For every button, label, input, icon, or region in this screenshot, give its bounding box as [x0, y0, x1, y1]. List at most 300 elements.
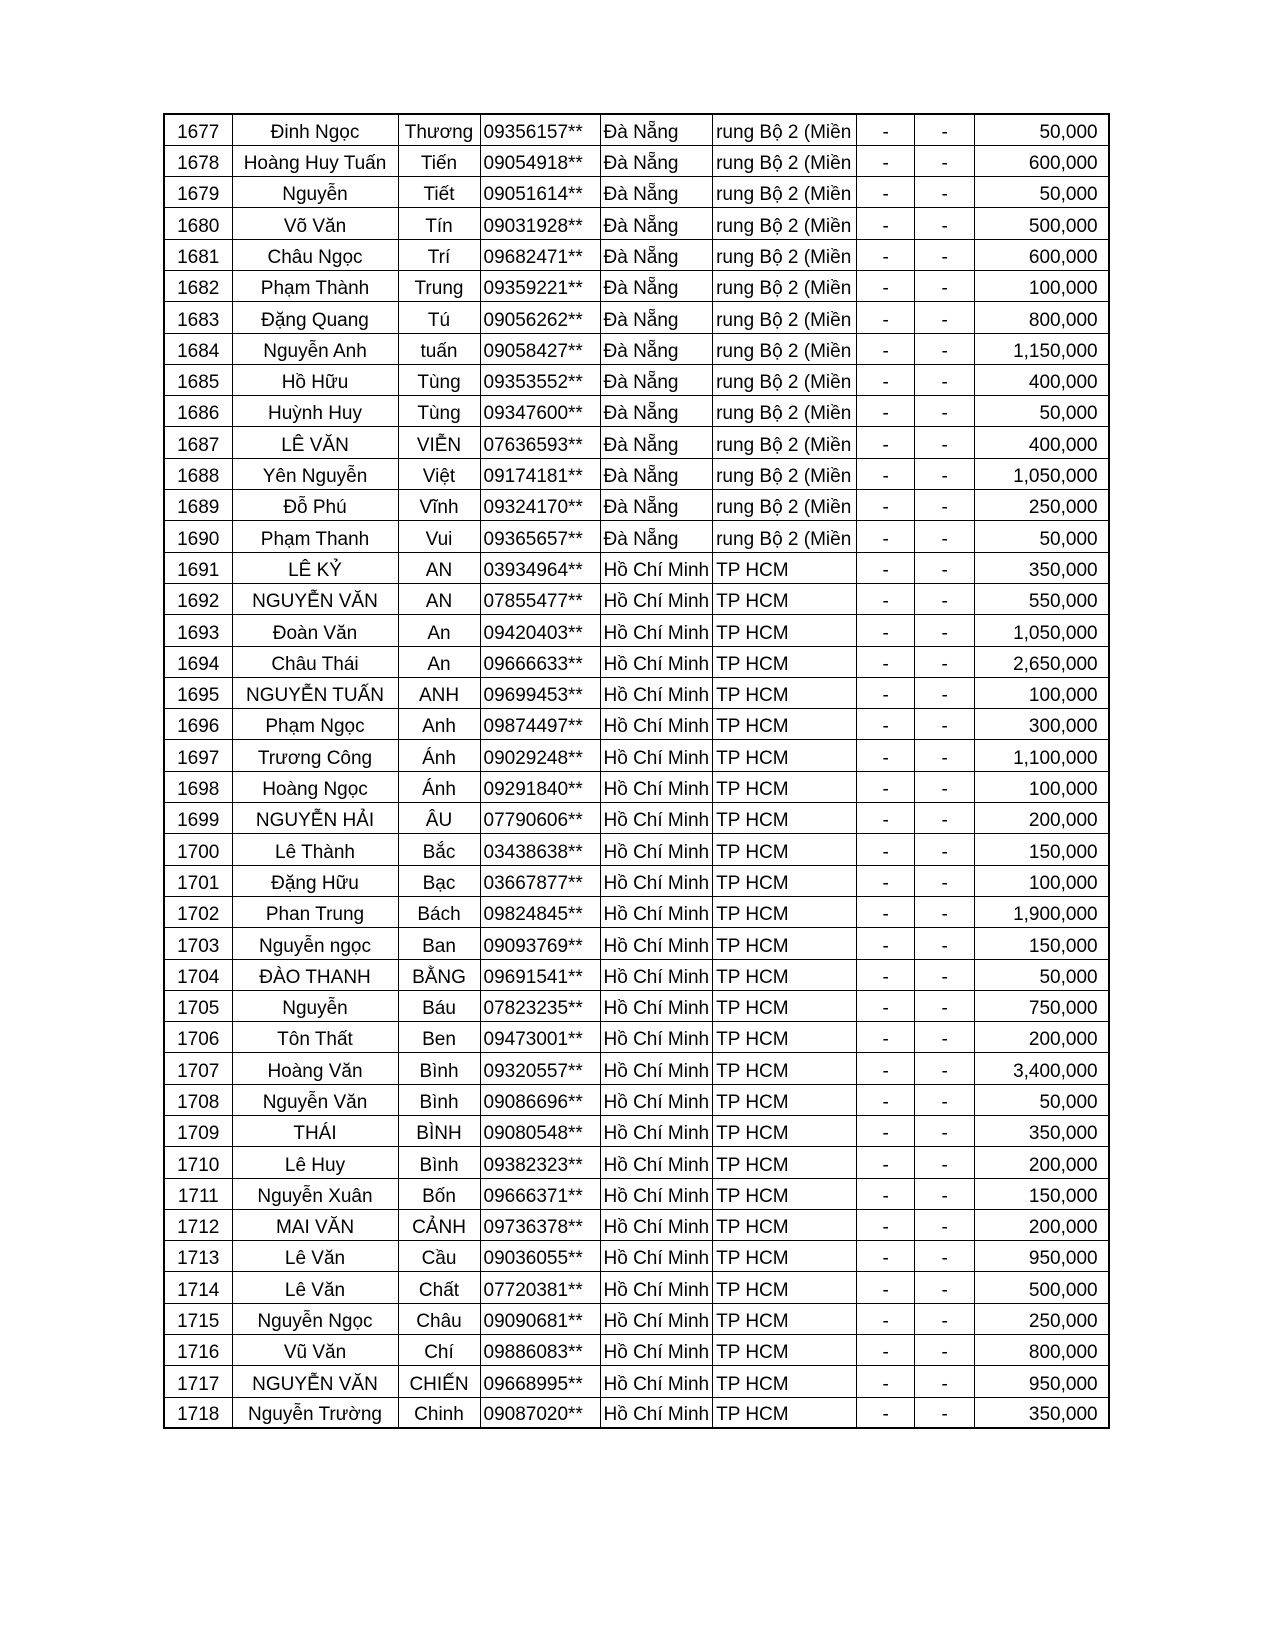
cell-city: Hồ Chí Minh	[600, 1303, 713, 1334]
cell-row-number: 1703	[164, 928, 232, 959]
table-row	[164, 583, 1109, 614]
cell-amount: 1,050,000	[975, 458, 1109, 489]
table-row	[164, 1241, 1109, 1272]
cell-phone: 09824845**	[480, 896, 600, 927]
cell-col-h: -	[915, 677, 975, 708]
cell-col-h: -	[915, 1335, 975, 1366]
cell-row-number: 1704	[164, 959, 232, 990]
cell-col-g: -	[857, 427, 915, 458]
cell-first-name: Ánh	[398, 740, 480, 771]
cell-phone: 09382323**	[480, 1147, 600, 1178]
cell-given-name: Phạm Ngọc	[232, 709, 398, 740]
table-row	[164, 490, 1109, 521]
cell-phone: 03438638**	[480, 834, 600, 865]
cell-amount: 50,000	[975, 177, 1109, 208]
cell-first-name: Bình	[398, 1084, 480, 1115]
cell-city: Hồ Chí Minh	[600, 1366, 713, 1397]
table-row	[164, 1272, 1109, 1303]
table-row	[164, 740, 1109, 771]
cell-row-number: 1682	[164, 270, 232, 301]
cell-first-name: Bình	[398, 1147, 480, 1178]
cell-amount: 200,000	[975, 1147, 1109, 1178]
table-row	[164, 333, 1109, 364]
cell-region: TP HCM	[713, 1053, 857, 1084]
table-row	[164, 1303, 1109, 1334]
cell-amount: 350,000	[975, 1397, 1109, 1428]
cell-col-h: -	[915, 145, 975, 176]
cell-row-number: 1679	[164, 177, 232, 208]
cell-col-h: -	[915, 1022, 975, 1053]
cell-col-g: -	[857, 1241, 915, 1272]
cell-col-h: -	[915, 959, 975, 990]
cell-row-number: 1681	[164, 239, 232, 270]
cell-given-name: THÁI	[232, 1116, 398, 1147]
table-row	[164, 709, 1109, 740]
cell-city: Hồ Chí Minh	[600, 709, 713, 740]
cell-region: rung Bộ 2 (Miền	[713, 521, 857, 552]
cell-first-name: tuấn	[398, 333, 480, 364]
cell-region: TP HCM	[713, 1209, 857, 1240]
cell-row-number: 1686	[164, 396, 232, 427]
cell-phone: 09093769**	[480, 928, 600, 959]
cell-col-h: -	[915, 333, 975, 364]
cell-col-h: -	[915, 1272, 975, 1303]
cell-col-h: -	[915, 771, 975, 802]
cell-amount: 150,000	[975, 834, 1109, 865]
table-row	[164, 208, 1109, 239]
cell-region: TP HCM	[713, 646, 857, 677]
cell-col-g: -	[857, 959, 915, 990]
cell-phone: 09356157**	[480, 114, 600, 145]
cell-region: TP HCM	[713, 583, 857, 614]
cell-city: Hồ Chí Minh	[600, 677, 713, 708]
cell-row-number: 1697	[164, 740, 232, 771]
cell-col-g: -	[857, 145, 915, 176]
cell-row-number: 1705	[164, 990, 232, 1021]
cell-row-number: 1680	[164, 208, 232, 239]
cell-col-h: -	[915, 1178, 975, 1209]
table-row	[164, 114, 1109, 145]
cell-row-number: 1685	[164, 364, 232, 395]
cell-col-h: -	[915, 896, 975, 927]
cell-region: TP HCM	[713, 1116, 857, 1147]
cell-col-h: -	[915, 1366, 975, 1397]
table-row	[164, 396, 1109, 427]
cell-col-g: -	[857, 333, 915, 364]
cell-amount: 100,000	[975, 771, 1109, 802]
cell-amount: 1,150,000	[975, 333, 1109, 364]
cell-given-name: Đoàn Văn	[232, 615, 398, 646]
cell-city: Hồ Chí Minh	[600, 771, 713, 802]
table-row	[164, 1022, 1109, 1053]
table-row	[164, 427, 1109, 458]
cell-first-name: CẢNH	[398, 1209, 480, 1240]
cell-first-name: AN	[398, 552, 480, 583]
cell-phone: 09691541**	[480, 959, 600, 990]
cell-col-g: -	[857, 615, 915, 646]
cell-first-name: Tiết	[398, 177, 480, 208]
cell-city: Đà Nẵng	[600, 458, 713, 489]
cell-first-name: Bách	[398, 896, 480, 927]
cell-city: Hồ Chí Minh	[600, 1209, 713, 1240]
cell-first-name: Trung	[398, 270, 480, 301]
cell-city: Hồ Chí Minh	[600, 928, 713, 959]
table-row	[164, 865, 1109, 896]
cell-col-g: -	[857, 1335, 915, 1366]
cell-given-name: Nguyễn Xuân	[232, 1178, 398, 1209]
cell-region: TP HCM	[713, 1084, 857, 1115]
table-row	[164, 1053, 1109, 1084]
cell-city: Hồ Chí Minh	[600, 552, 713, 583]
cell-given-name: Phan Trung	[232, 896, 398, 927]
cell-given-name: Đặng Hữu	[232, 865, 398, 896]
cell-amount: 600,000	[975, 145, 1109, 176]
cell-col-h: -	[915, 615, 975, 646]
cell-given-name: LÊ VĂN	[232, 427, 398, 458]
cell-first-name: Tùng	[398, 364, 480, 395]
cell-phone: 09174181**	[480, 458, 600, 489]
cell-row-number: 1688	[164, 458, 232, 489]
table-row	[164, 239, 1109, 270]
cell-given-name: Phạm Thanh	[232, 521, 398, 552]
cell-col-g: -	[857, 302, 915, 333]
cell-amount: 250,000	[975, 490, 1109, 521]
cell-city: Hồ Chí Minh	[600, 896, 713, 927]
cell-col-h: -	[915, 865, 975, 896]
cell-row-number: 1701	[164, 865, 232, 896]
cell-col-g: -	[857, 740, 915, 771]
cell-given-name: Hoàng Văn	[232, 1053, 398, 1084]
cell-col-h: -	[915, 646, 975, 677]
cell-col-g: -	[857, 709, 915, 740]
cell-col-h: -	[915, 803, 975, 834]
cell-col-g: -	[857, 1022, 915, 1053]
cell-city: Đà Nẵng	[600, 396, 713, 427]
cell-row-number: 1713	[164, 1241, 232, 1272]
cell-phone: 09058427**	[480, 333, 600, 364]
cell-phone: 07855477**	[480, 583, 600, 614]
cell-row-number: 1718	[164, 1397, 232, 1428]
cell-amount: 50,000	[975, 396, 1109, 427]
cell-city: Hồ Chí Minh	[600, 1178, 713, 1209]
cell-given-name: Nguyễn	[232, 990, 398, 1021]
cell-col-h: -	[915, 396, 975, 427]
cell-given-name: Nguyễn Ngọc	[232, 1303, 398, 1334]
cell-amount: 350,000	[975, 1116, 1109, 1147]
cell-given-name: Nguyễn Văn	[232, 1084, 398, 1115]
cell-city: Hồ Chí Minh	[600, 834, 713, 865]
cell-col-g: -	[857, 1116, 915, 1147]
cell-first-name: Thương	[398, 114, 480, 145]
cell-city: Đà Nẵng	[600, 145, 713, 176]
cell-city: Hồ Chí Minh	[600, 1241, 713, 1272]
cell-row-number: 1677	[164, 114, 232, 145]
cell-region: rung Bộ 2 (Miền	[713, 427, 857, 458]
cell-col-g: -	[857, 1366, 915, 1397]
cell-first-name: Chất	[398, 1272, 480, 1303]
cell-city: Hồ Chí Minh	[600, 646, 713, 677]
cell-first-name: Chinh	[398, 1397, 480, 1428]
cell-amount: 1,050,000	[975, 615, 1109, 646]
table-row	[164, 928, 1109, 959]
cell-phone: 09359221**	[480, 270, 600, 301]
cell-phone: 09347600**	[480, 396, 600, 427]
cell-amount: 1,900,000	[975, 896, 1109, 927]
cell-amount: 950,000	[975, 1241, 1109, 1272]
cell-amount: 250,000	[975, 1303, 1109, 1334]
cell-phone: 09051614**	[480, 177, 600, 208]
cell-phone: 09291840**	[480, 771, 600, 802]
cell-first-name: Bắc	[398, 834, 480, 865]
table-row	[164, 458, 1109, 489]
cell-given-name: Lê Huy	[232, 1147, 398, 1178]
table-row	[164, 771, 1109, 802]
cell-row-number: 1715	[164, 1303, 232, 1334]
cell-col-h: -	[915, 521, 975, 552]
cell-col-g: -	[857, 1209, 915, 1240]
table-row	[164, 364, 1109, 395]
cell-col-g: -	[857, 928, 915, 959]
cell-col-h: -	[915, 239, 975, 270]
table-row	[164, 615, 1109, 646]
cell-city: Hồ Chí Minh	[600, 990, 713, 1021]
cell-first-name: Cầu	[398, 1241, 480, 1272]
cell-col-h: -	[915, 552, 975, 583]
cell-region: rung Bộ 2 (Miền	[713, 145, 857, 176]
cell-region: TP HCM	[713, 1335, 857, 1366]
cell-region: rung Bộ 2 (Miền	[713, 490, 857, 521]
cell-col-h: -	[915, 458, 975, 489]
cell-col-g: -	[857, 1084, 915, 1115]
cell-first-name: Ben	[398, 1022, 480, 1053]
cell-region: rung Bộ 2 (Miền	[713, 458, 857, 489]
table-row	[164, 552, 1109, 583]
cell-amount: 500,000	[975, 208, 1109, 239]
cell-given-name: NGUYỄN TUẤN	[232, 677, 398, 708]
cell-city: Hồ Chí Minh	[600, 1116, 713, 1147]
cell-row-number: 1699	[164, 803, 232, 834]
cell-given-name: Yên Nguyễn	[232, 458, 398, 489]
cell-given-name: Đặng Quang	[232, 302, 398, 333]
cell-amount: 500,000	[975, 1272, 1109, 1303]
cell-phone: 07720381**	[480, 1272, 600, 1303]
cell-col-g: -	[857, 239, 915, 270]
cell-given-name: Phạm Thành	[232, 270, 398, 301]
cell-first-name: Bình	[398, 1053, 480, 1084]
cell-city: Đà Nẵng	[600, 333, 713, 364]
cell-col-h: -	[915, 990, 975, 1021]
cell-col-g: -	[857, 396, 915, 427]
cell-first-name: AN	[398, 583, 480, 614]
cell-region: TP HCM	[713, 1397, 857, 1428]
table-row	[164, 1397, 1109, 1428]
cell-amount: 50,000	[975, 959, 1109, 990]
cell-first-name: Tùng	[398, 396, 480, 427]
cell-city: Đà Nẵng	[600, 364, 713, 395]
cell-city: Hồ Chí Minh	[600, 959, 713, 990]
cell-row-number: 1700	[164, 834, 232, 865]
cell-city: Đà Nẵng	[600, 427, 713, 458]
cell-region: rung Bộ 2 (Miền	[713, 302, 857, 333]
cell-given-name: Võ Văn	[232, 208, 398, 239]
cell-phone: 09320557**	[480, 1053, 600, 1084]
cell-given-name: Trương Công	[232, 740, 398, 771]
table-row	[164, 1116, 1109, 1147]
table-row	[164, 521, 1109, 552]
cell-given-name: MAI VĂN	[232, 1209, 398, 1240]
cell-row-number: 1678	[164, 145, 232, 176]
cell-col-g: -	[857, 458, 915, 489]
cell-row-number: 1706	[164, 1022, 232, 1053]
cell-first-name: BÌNH	[398, 1116, 480, 1147]
cell-phone: 09056262**	[480, 302, 600, 333]
cell-row-number: 1698	[164, 771, 232, 802]
cell-row-number: 1693	[164, 615, 232, 646]
cell-first-name: Bốn	[398, 1178, 480, 1209]
cell-first-name: Vĩnh	[398, 490, 480, 521]
cell-first-name: Anh	[398, 709, 480, 740]
cell-col-h: -	[915, 1241, 975, 1272]
cell-row-number: 1692	[164, 583, 232, 614]
cell-first-name: Việt	[398, 458, 480, 489]
cell-col-h: -	[915, 270, 975, 301]
cell-amount: 2,650,000	[975, 646, 1109, 677]
table-body	[164, 114, 1109, 1428]
table-row	[164, 1335, 1109, 1366]
cell-phone: 09473001**	[480, 1022, 600, 1053]
cell-region: TP HCM	[713, 1366, 857, 1397]
cell-col-g: -	[857, 771, 915, 802]
cell-first-name: Chí	[398, 1335, 480, 1366]
cell-region: rung Bộ 2 (Miền	[713, 208, 857, 239]
cell-first-name: Vui	[398, 521, 480, 552]
cell-phone: 09029248**	[480, 740, 600, 771]
cell-region: rung Bộ 2 (Miền	[713, 364, 857, 395]
cell-row-number: 1711	[164, 1178, 232, 1209]
cell-city: Hồ Chí Minh	[600, 1272, 713, 1303]
cell-amount: 750,000	[975, 990, 1109, 1021]
cell-col-g: -	[857, 552, 915, 583]
cell-phone: 07823235**	[480, 990, 600, 1021]
table-row	[164, 646, 1109, 677]
cell-col-h: -	[915, 1116, 975, 1147]
cell-given-name: Hoàng Ngọc	[232, 771, 398, 802]
cell-col-g: -	[857, 1397, 915, 1428]
cell-col-g: -	[857, 1053, 915, 1084]
cell-col-g: -	[857, 177, 915, 208]
cell-city: Đà Nẵng	[600, 270, 713, 301]
cell-city: Đà Nẵng	[600, 208, 713, 239]
cell-row-number: 1710	[164, 1147, 232, 1178]
cell-col-h: -	[915, 1084, 975, 1115]
cell-phone: 09699453**	[480, 677, 600, 708]
cell-region: rung Bộ 2 (Miền	[713, 177, 857, 208]
cell-region: rung Bộ 2 (Miền	[713, 239, 857, 270]
cell-first-name: Tín	[398, 208, 480, 239]
cell-amount: 150,000	[975, 1178, 1109, 1209]
cell-given-name: ĐÀO THANH	[232, 959, 398, 990]
cell-first-name: An	[398, 646, 480, 677]
cell-row-number: 1695	[164, 677, 232, 708]
cell-amount: 400,000	[975, 427, 1109, 458]
cell-amount: 150,000	[975, 928, 1109, 959]
cell-given-name: Vũ Văn	[232, 1335, 398, 1366]
cell-city: Đà Nẵng	[600, 521, 713, 552]
cell-phone: 03667877**	[480, 865, 600, 896]
cell-given-name: Hoàng Huy Tuấn	[232, 145, 398, 176]
cell-col-g: -	[857, 896, 915, 927]
cell-col-h: -	[915, 1147, 975, 1178]
cell-first-name: Tiến	[398, 145, 480, 176]
cell-phone: 09666371**	[480, 1178, 600, 1209]
cell-col-h: -	[915, 1397, 975, 1428]
cell-phone: 09324170**	[480, 490, 600, 521]
table-row	[164, 834, 1109, 865]
cell-phone: 09080548**	[480, 1116, 600, 1147]
cell-phone: 07636593**	[480, 427, 600, 458]
cell-given-name: Châu Ngọc	[232, 239, 398, 270]
cell-given-name: Nguyễn ngọc	[232, 928, 398, 959]
cell-given-name: Nguyễn Anh	[232, 333, 398, 364]
cell-region: TP HCM	[713, 959, 857, 990]
cell-amount: 800,000	[975, 1335, 1109, 1366]
cell-first-name: Trí	[398, 239, 480, 270]
cell-col-g: -	[857, 834, 915, 865]
table-row	[164, 1366, 1109, 1397]
cell-region: TP HCM	[713, 1272, 857, 1303]
cell-given-name: Lê Văn	[232, 1241, 398, 1272]
cell-col-h: -	[915, 928, 975, 959]
cell-region: TP HCM	[713, 1241, 857, 1272]
cell-col-h: -	[915, 709, 975, 740]
cell-first-name: Ánh	[398, 771, 480, 802]
cell-col-g: -	[857, 270, 915, 301]
cell-given-name: Lê Thành	[232, 834, 398, 865]
cell-phone: 09031928**	[480, 208, 600, 239]
cell-given-name: LÊ KỶ	[232, 552, 398, 583]
cell-given-name: Hồ Hữu	[232, 364, 398, 395]
cell-given-name: Đinh Ngọc	[232, 114, 398, 145]
cell-first-name: An	[398, 615, 480, 646]
cell-col-g: -	[857, 677, 915, 708]
cell-amount: 200,000	[975, 1209, 1109, 1240]
cell-given-name: Nguyễn	[232, 177, 398, 208]
cell-region: TP HCM	[713, 896, 857, 927]
cell-city: Đà Nẵng	[600, 490, 713, 521]
cell-region: TP HCM	[713, 1147, 857, 1178]
cell-first-name: VIỄN	[398, 427, 480, 458]
cell-city: Hồ Chí Minh	[600, 615, 713, 646]
cell-first-name: ÂU	[398, 803, 480, 834]
cell-col-g: -	[857, 364, 915, 395]
cell-city: Hồ Chí Minh	[600, 1397, 713, 1428]
cell-region: TP HCM	[713, 834, 857, 865]
cell-col-g: -	[857, 803, 915, 834]
cell-city: Hồ Chí Minh	[600, 1084, 713, 1115]
table-row	[164, 677, 1109, 708]
cell-col-h: -	[915, 177, 975, 208]
cell-given-name: Châu Thái	[232, 646, 398, 677]
cell-region: TP HCM	[713, 990, 857, 1021]
table-row	[164, 1147, 1109, 1178]
cell-col-g: -	[857, 1178, 915, 1209]
table-row	[164, 990, 1109, 1021]
cell-row-number: 1690	[164, 521, 232, 552]
cell-col-h: -	[915, 583, 975, 614]
cell-region: TP HCM	[713, 552, 857, 583]
cell-phone: 09736378**	[480, 1209, 600, 1240]
cell-region: TP HCM	[713, 1303, 857, 1334]
